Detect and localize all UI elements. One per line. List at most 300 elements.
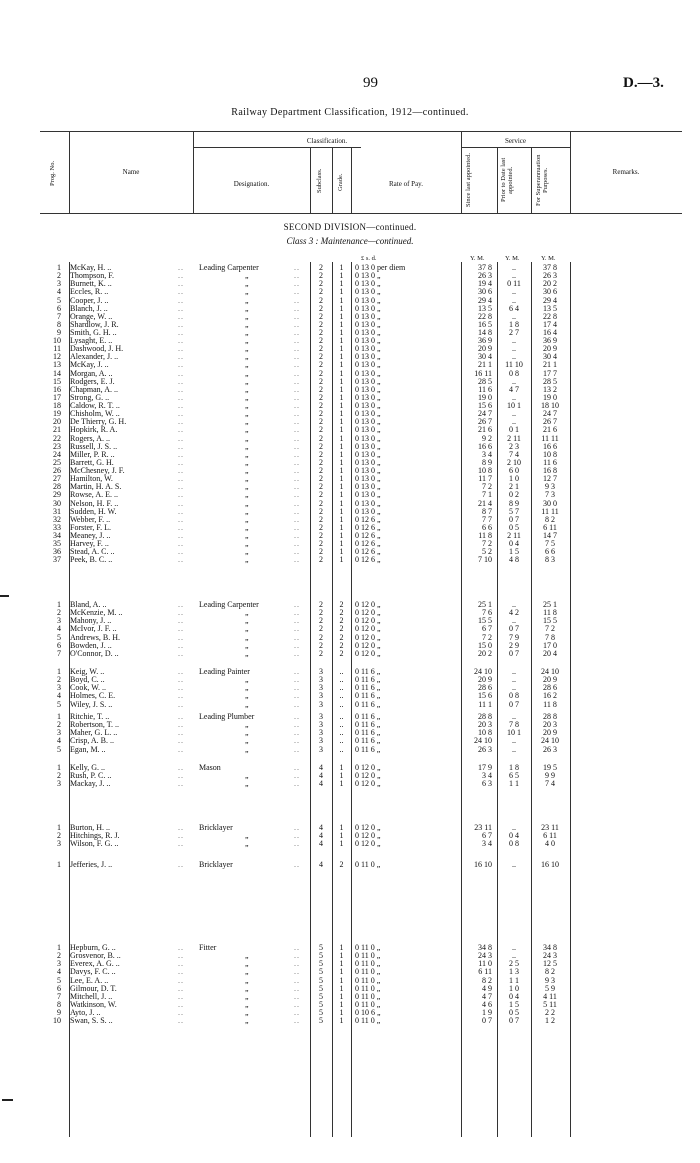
employee-name: Maher, G. L. ..: [70, 729, 118, 738]
employee-name: Wiley, J. S. ..: [70, 700, 113, 709]
rate-of-pay-value: 0 13 0 „: [355, 384, 381, 394]
row-number: 5: [57, 744, 61, 754]
row-number: 18: [53, 401, 61, 410]
ditto-mark: „: [245, 385, 249, 394]
header-grade: Grade.: [337, 173, 344, 191]
rate-of-pay-value: 0 12 0 „: [355, 624, 381, 634]
leader-dots: ..: [178, 1008, 184, 1017]
superannuation-value: 2 2: [545, 1008, 555, 1017]
superannuation-value: 8 3: [545, 555, 555, 565]
prior-to-date-value: 11 10: [505, 360, 523, 370]
prior-to-date-value: 0 8: [509, 839, 519, 849]
employee-name: Peek, B. C. ..: [70, 556, 113, 565]
grade-value: ..: [339, 712, 344, 721]
prior-to-date-value: ..: [512, 417, 516, 427]
grade-value: ..: [339, 691, 344, 701]
rate-of-pay-value: 0 13 0 „: [355, 360, 381, 370]
leader-dots: ..: [294, 967, 300, 977]
subclass-value: 2: [319, 449, 323, 459]
superannuation-value: 20 9: [543, 675, 557, 685]
employee-name: Smith, G. H. ..: [70, 329, 117, 337]
rate-of-pay-value: 0 13 0 „: [355, 482, 381, 492]
superannuation-value: 21 6: [543, 425, 557, 435]
table-row: [0, 952, 700, 960]
employee-name: Burnett, K. ..: [70, 280, 112, 289]
rate-of-pay-value: 0 13 0 „: [355, 498, 381, 508]
superannuation-value: 22 8: [543, 311, 557, 321]
subclass-value: 3: [319, 736, 323, 746]
leader-dots: ..: [294, 983, 300, 993]
unit-years-months-3: Y. M.: [541, 255, 556, 262]
subclass-value: 2: [319, 506, 323, 516]
leader-dots: ..: [178, 522, 184, 532]
table-row: [0, 684, 700, 692]
grade-value: 1: [339, 531, 344, 540]
row-number: 1: [57, 763, 61, 772]
employee-name: McKenzie, M. ..: [70, 609, 123, 618]
subclass-value: 2: [319, 376, 323, 386]
subclass-value: 2: [319, 368, 323, 378]
header-name: Name: [122, 168, 140, 176]
employee-name: Thompson, F.: [70, 272, 115, 281]
prior-to-date-value: 5 7: [509, 506, 519, 516]
employee-name: Miller, P. R. ..: [70, 450, 115, 459]
row-number: 3: [57, 959, 61, 969]
employee-name: Grosvenor, B. ..: [70, 952, 121, 961]
subclass-value: 4: [319, 839, 323, 849]
since-last-value: 15 6: [478, 691, 492, 701]
subclass-value: 2: [319, 640, 323, 650]
prior-to-date-value: 0 7: [509, 624, 519, 634]
leader-dots: ..: [294, 514, 300, 524]
subclass-value: 2: [319, 344, 323, 354]
table-row: [0, 345, 700, 353]
ditto-mark: „: [245, 467, 249, 475]
grade-value: 1: [339, 771, 344, 781]
leader-dots: ..: [294, 441, 300, 451]
leader-dots: ..: [178, 441, 184, 451]
ditto-mark: „: [245, 641, 249, 650]
rate-of-pay-value: 0 11 0 „: [355, 991, 381, 1001]
rate-of-pay-value: 0 13 0 „: [355, 303, 381, 313]
row-number: 11: [53, 344, 61, 354]
subclass-value: 4: [319, 763, 323, 772]
row-number: 15: [53, 376, 61, 386]
grade-value: 1: [339, 376, 344, 386]
superannuation-value: 11 6: [543, 457, 557, 467]
header-superannuation: For Superannuation Purposes.: [535, 154, 549, 206]
table-row: [0, 609, 700, 617]
leader-dots: ..: [294, 771, 300, 781]
employee-name: Hepburn, G. ..: [70, 944, 116, 952]
prior-to-date-value: ..: [512, 287, 516, 297]
prior-to-date-value: 0 4: [509, 831, 519, 841]
prior-to-date-value: ..: [512, 409, 516, 419]
since-last-value: 6 3: [482, 779, 492, 789]
ditto-mark: „: [245, 548, 249, 557]
ditto-mark: „: [245, 434, 249, 443]
table-row: [0, 650, 700, 658]
rate-of-pay-value: 0 12 0 „: [355, 779, 381, 789]
leader-dots: ..: [178, 466, 184, 475]
row-number: 5: [57, 295, 61, 305]
table-row: [0, 840, 700, 848]
rate-of-pay-value: 0 13 0 „: [355, 425, 381, 435]
leader-dots: ..: [294, 295, 300, 305]
superannuation-value: 36 9: [543, 336, 557, 346]
since-last-value: 7 2: [482, 539, 492, 549]
leader-dots: ..: [178, 691, 184, 701]
table-row: [0, 264, 700, 272]
rate-of-pay-value: 0 12 0 „: [355, 640, 381, 650]
superannuation-value: 16 4: [543, 328, 557, 337]
leader-dots: ..: [178, 763, 184, 772]
leader-dots: ..: [294, 667, 300, 676]
leader-dots: ..: [178, 392, 184, 402]
superannuation-value: 17 0: [543, 640, 557, 650]
superannuation-value: 28 6: [543, 683, 557, 693]
employee-name: Shardlow, J. R.: [70, 320, 119, 329]
leader-dots: ..: [178, 831, 184, 841]
grade-value: 1: [339, 763, 344, 772]
subclass-value: 2: [319, 522, 323, 532]
subclass-value: 3: [319, 728, 323, 738]
table-row: [0, 944, 700, 952]
designation-value: Leading Carpenter: [199, 601, 259, 609]
superannuation-value: 10 8: [543, 449, 557, 459]
employee-name: Boyd, C. ..: [70, 676, 105, 685]
superannuation-value: 23 11: [541, 823, 559, 832]
row-number: 37: [53, 555, 61, 565]
leader-dots: ..: [294, 632, 300, 642]
ditto-mark: „: [245, 617, 249, 626]
prior-to-date-value: 0 7: [509, 648, 519, 658]
rate-of-pay-value: 0 13 0 „: [355, 409, 381, 419]
prior-to-date-value: 0 8: [509, 368, 519, 378]
prior-to-date-value: ..: [512, 744, 516, 754]
leader-dots: ..: [294, 352, 300, 362]
grade-value: 1: [339, 539, 344, 549]
row-number: 8: [57, 319, 61, 329]
subclass-value: 2: [319, 441, 323, 451]
superannuation-value: 17 7: [543, 368, 557, 378]
grade-value: 1: [339, 401, 344, 410]
ditto-mark: „: [245, 377, 249, 386]
since-last-value: 11 7: [478, 474, 492, 484]
subclass-value: 2: [319, 401, 323, 410]
rate-of-pay-value: 0 12 0 „: [355, 763, 381, 772]
leader-dots: ..: [178, 474, 184, 484]
superannuation-value: 30 6: [543, 287, 557, 297]
row-number: 13: [53, 360, 61, 370]
prior-to-date-value: ..: [512, 311, 516, 321]
prior-to-date-value: ..: [512, 295, 516, 305]
prior-to-date-value: 1 1: [509, 975, 519, 985]
leader-dots: ..: [294, 683, 300, 693]
leader-dots: ..: [294, 425, 300, 435]
ditto-mark: „: [245, 960, 249, 969]
leader-dots: ..: [294, 336, 300, 346]
leader-dots: ..: [294, 433, 300, 443]
grade-value: 1: [339, 999, 344, 1009]
table-row: [0, 467, 700, 475]
leader-dots: ..: [178, 279, 184, 289]
leader-dots: ..: [294, 991, 300, 1001]
grade-value: ..: [339, 683, 344, 693]
grade-value: ..: [339, 728, 344, 738]
grade-value: 1: [339, 779, 344, 789]
table-row: [0, 524, 700, 532]
leader-dots: ..: [178, 860, 184, 869]
employee-name: Gilmour, D. T.: [70, 984, 117, 993]
row-number: 1: [57, 667, 61, 676]
row-number: 4: [57, 691, 61, 701]
grade-value: 1: [339, 482, 344, 492]
employee-name: Webber, F. ..: [70, 515, 111, 524]
ditto-mark: „: [245, 737, 249, 746]
grade-value: 1: [339, 474, 344, 484]
subclass-value: 2: [319, 392, 323, 402]
grade-value: 1: [339, 319, 344, 329]
table-row: [0, 721, 700, 729]
since-last-value: 16 11: [474, 368, 492, 378]
leader-dots: ..: [178, 368, 184, 378]
table-row: [0, 435, 700, 443]
since-last-value: 6 11: [478, 967, 492, 977]
leader-dots: ..: [178, 744, 184, 754]
rate-of-pay-value: 0 13 0 „: [355, 401, 381, 410]
ditto-mark: „: [245, 676, 249, 685]
grade-value: 2: [339, 632, 344, 642]
rate-of-pay-value: 0 11 0 „: [355, 967, 381, 977]
rate-of-pay-value: 0 13 0 „: [355, 433, 381, 443]
ditto-mark: „: [245, 288, 249, 297]
prior-to-date-value: 7 8: [509, 720, 519, 730]
leader-dots: ..: [294, 555, 300, 565]
subclass-value: 2: [319, 514, 323, 524]
leader-dots: ..: [178, 699, 184, 709]
row-number: 5: [57, 975, 61, 985]
row-number: 2: [57, 771, 61, 781]
subclass-value: 5: [319, 1016, 323, 1026]
division-heading: SECOND DIVISION—continued.: [283, 222, 417, 232]
table-row: [0, 321, 700, 329]
superannuation-value: 16 10: [541, 860, 559, 869]
leader-dots: ..: [294, 287, 300, 297]
leader-dots: ..: [178, 640, 184, 650]
subclass-value: 3: [319, 712, 323, 721]
grade-value: 1: [339, 506, 344, 516]
superannuation-value: 26 7: [543, 417, 557, 427]
employee-name: Rush, P. C. ..: [70, 772, 112, 781]
grade-value: 1: [339, 368, 344, 378]
prior-to-date-value: 1 5: [509, 547, 519, 557]
subclass-value: 2: [319, 287, 323, 297]
employee-name: McKay, J. ..: [70, 361, 109, 370]
employee-name: Egan, M. ..: [70, 745, 106, 754]
leader-dots: ..: [294, 640, 300, 650]
leader-dots: ..: [178, 712, 184, 721]
table-row: [0, 764, 700, 772]
leader-dots: ..: [294, 699, 300, 709]
prior-to-date-value: 2 7: [509, 328, 519, 337]
since-last-value: 16 5: [478, 319, 492, 329]
leader-dots: ..: [178, 736, 184, 746]
table-row: [0, 491, 700, 499]
superannuation-value: 20 9: [543, 728, 557, 738]
subclass-value: 2: [319, 547, 323, 557]
table-row: [0, 337, 700, 345]
leader-dots: ..: [178, 401, 184, 410]
leader-dots: ..: [178, 967, 184, 977]
subclass-value: 2: [319, 352, 323, 362]
prior-to-date-value: 0 7: [509, 514, 519, 524]
table-row: [0, 746, 700, 754]
subclass-value: 2: [319, 474, 323, 484]
subclass-value: 3: [319, 744, 323, 754]
ditto-mark: „: [245, 692, 249, 701]
employee-name: Dashwood, J. H.: [70, 345, 124, 354]
leader-dots: ..: [178, 417, 184, 427]
rate-of-pay-value: 0 13 0 „: [355, 490, 381, 500]
rate-of-pay-value: 0 12 0 „: [355, 771, 381, 781]
row-number: 12: [53, 352, 61, 362]
subclass-value: 5: [319, 975, 323, 985]
prior-to-date-value: 0 4: [509, 539, 519, 549]
rate-of-pay-value: 0 12 6 „: [355, 547, 381, 557]
grade-value: 2: [339, 648, 344, 658]
rate-of-pay-value: 0 12 0 „: [355, 839, 381, 849]
subclass-value: 5: [319, 999, 323, 1009]
grade-value: 1: [339, 441, 344, 451]
superannuation-value: 9 3: [545, 975, 555, 985]
superannuation-value: 24 10: [541, 736, 559, 746]
ditto-mark: „: [245, 540, 249, 549]
grade-value: 1: [339, 271, 344, 281]
superannuation-value: 4 11: [543, 991, 557, 1001]
grade-value: 1: [339, 433, 344, 443]
rate-of-pay-value: 0 11 0 „: [355, 999, 381, 1009]
employee-name: Cooper, J. ..: [70, 296, 109, 305]
leader-dots: ..: [294, 648, 300, 658]
prior-to-date-value: 2 5: [509, 959, 519, 969]
since-last-value: 6 6: [482, 522, 492, 532]
subclass-value: 2: [319, 457, 323, 467]
since-last-value: 25 1: [478, 600, 492, 609]
leader-dots: ..: [294, 457, 300, 467]
leader-dots: ..: [294, 279, 300, 289]
leader-dots: ..: [178, 728, 184, 738]
superannuation-value: 16 2: [543, 691, 557, 701]
employee-name: Martin, H. A. S.: [70, 483, 122, 492]
leader-dots: ..: [294, 539, 300, 549]
grade-value: 1: [339, 490, 344, 500]
subclass-value: 4: [319, 823, 323, 832]
superannuation-value: 4 0: [545, 839, 555, 849]
grade-value: 1: [339, 498, 344, 508]
ditto-mark: „: [245, 450, 249, 459]
rate-of-pay-value: 0 10 6 „: [355, 1008, 381, 1017]
leader-dots: ..: [294, 1016, 300, 1026]
row-number: 2: [57, 271, 61, 281]
superannuation-value: 7 8: [545, 632, 555, 642]
leader-dots: ..: [294, 999, 300, 1009]
subclass-value: 4: [319, 779, 323, 789]
grade-value: 1: [339, 514, 344, 524]
row-number: 31: [53, 506, 61, 516]
ditto-mark: „: [245, 320, 249, 329]
employee-name: Harvey, F. ..: [70, 540, 109, 549]
subclass-value: 2: [319, 263, 323, 272]
unit-years-months-1: Y. M.: [470, 255, 485, 262]
since-last-value: 15 5: [478, 616, 492, 626]
row-number: 4: [57, 736, 61, 746]
prior-to-date-value: 6 4: [509, 303, 519, 313]
superannuation-value: 6 11: [543, 831, 557, 841]
ditto-mark: „: [245, 280, 249, 289]
ditto-mark: „: [245, 556, 249, 565]
row-number: 2: [57, 675, 61, 685]
designation-value: Leading Plumber: [199, 713, 255, 721]
since-last-value: 26 7: [478, 417, 492, 427]
subclass-value: 5: [319, 967, 323, 977]
leader-dots: ..: [294, 384, 300, 394]
grade-value: 2: [339, 860, 344, 869]
since-last-value: 11 0: [478, 959, 492, 969]
employee-name: Lee, E. A. ..: [70, 976, 109, 985]
subclass-value: 2: [319, 384, 323, 394]
grade-value: 1: [339, 287, 344, 297]
rate-of-pay-value: 0 12 0 „: [355, 616, 381, 626]
leader-dots: ..: [294, 608, 300, 618]
row-number: 21: [53, 425, 61, 435]
superannuation-value: 5 11: [543, 999, 557, 1009]
subclass-value: 2: [319, 425, 323, 435]
leader-dots: ..: [294, 482, 300, 492]
grade-value: 1: [339, 360, 344, 370]
row-number: 4: [57, 287, 61, 297]
since-last-value: 16 6: [478, 441, 492, 451]
superannuation-value: 9 9: [545, 771, 555, 781]
ditto-mark: „: [245, 410, 249, 419]
row-number: 3: [57, 616, 61, 626]
leader-dots: ..: [178, 328, 184, 337]
subclass-value: 2: [319, 482, 323, 492]
table-row: [0, 483, 700, 491]
ditto-mark: „: [245, 721, 249, 730]
ditto-mark: „: [245, 418, 249, 427]
employee-name: Forster, F. L.: [70, 523, 112, 532]
leader-dots: ..: [178, 999, 184, 1009]
leader-dots: ..: [178, 506, 184, 516]
row-number: 34: [53, 531, 61, 540]
ditto-mark: „: [245, 992, 249, 1001]
leader-dots: ..: [178, 449, 184, 459]
prior-to-date-value: 2 11: [507, 433, 521, 443]
subclass-value: 2: [319, 490, 323, 500]
superannuation-value: 7 4: [545, 779, 555, 789]
employee-name: Nelson, H. F. ..: [70, 499, 119, 508]
leader-dots: ..: [294, 744, 300, 754]
since-last-value: 7 6: [482, 608, 492, 618]
prior-to-date-value: 2 11: [507, 531, 521, 540]
leader-dots: ..: [178, 263, 184, 272]
superannuation-value: 24 3: [543, 951, 557, 961]
subclass-value: 2: [319, 648, 323, 658]
subclass-value: 2: [319, 295, 323, 305]
subclass-value: 2: [319, 624, 323, 634]
employee-name: Mahony, J. ..: [70, 617, 112, 626]
